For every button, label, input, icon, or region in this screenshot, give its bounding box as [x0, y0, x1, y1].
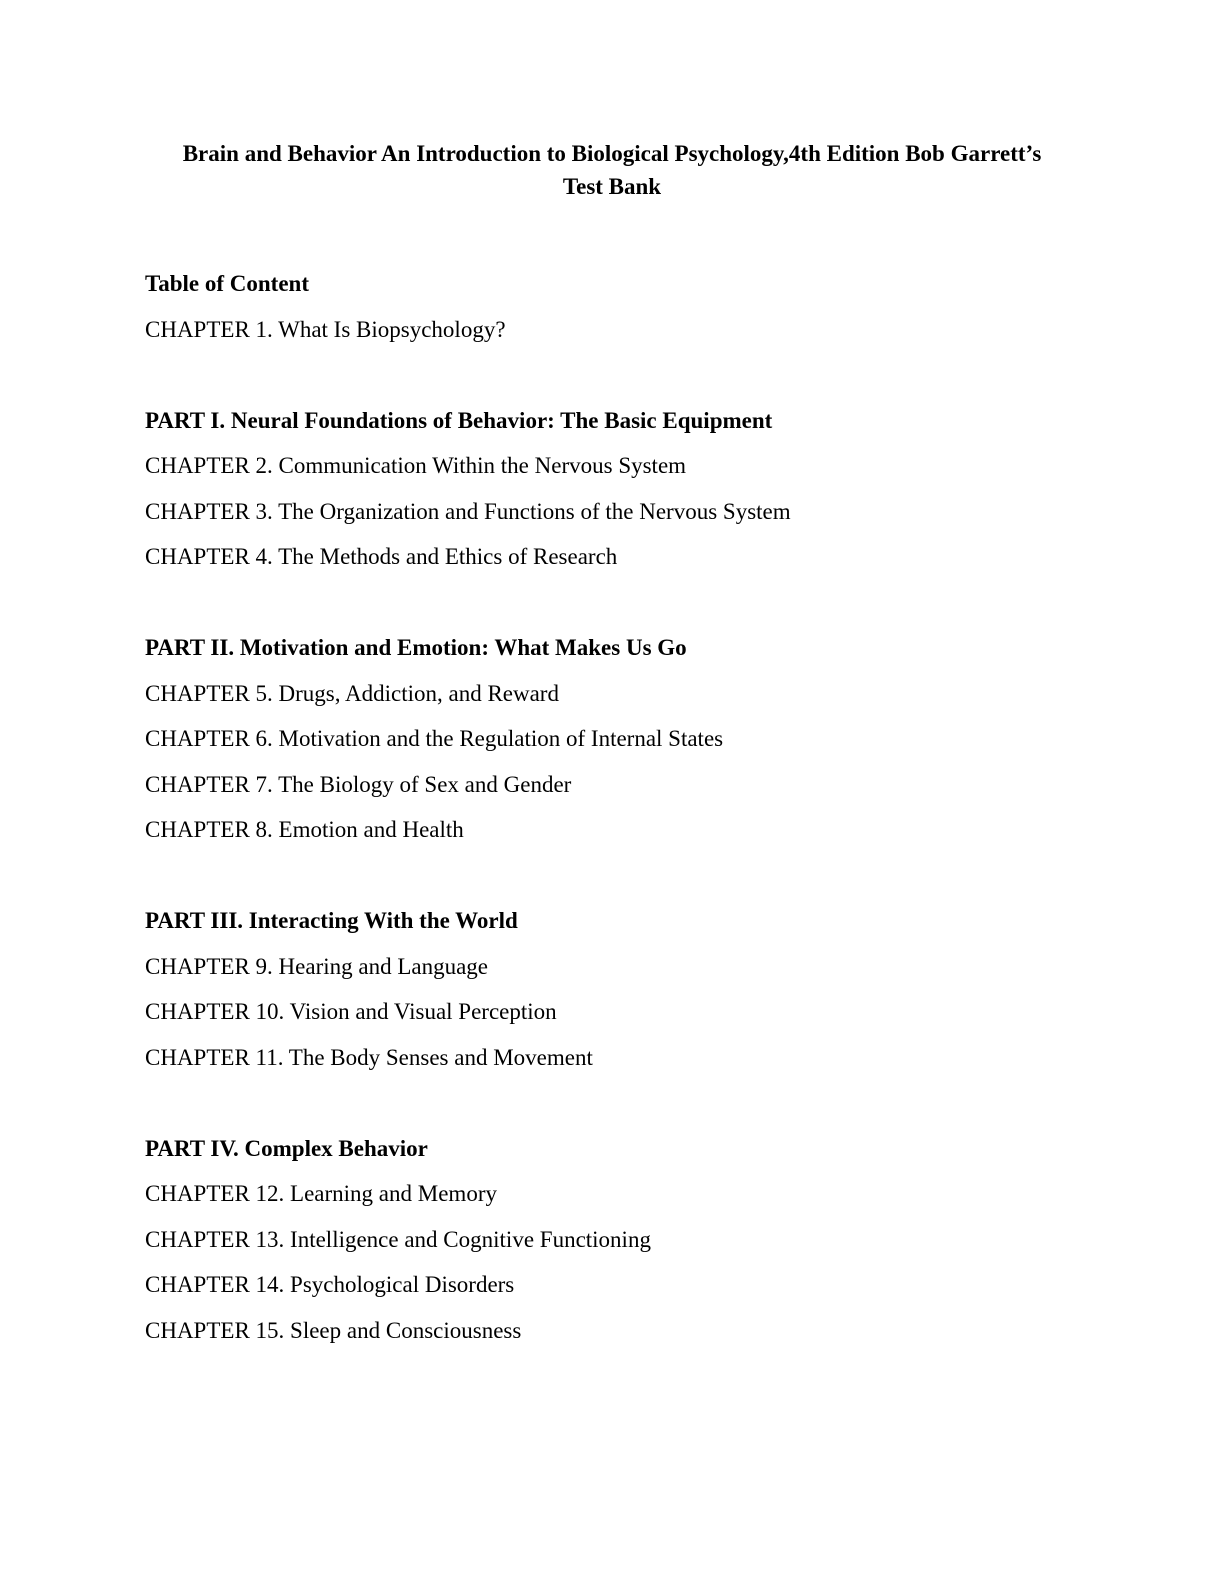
toc-entry-chapter-8: CHAPTER 8. Emotion and Health [145, 817, 464, 842]
toc-section-part-1 [145, 398, 1079, 580]
toc-entry-chapter-3: CHAPTER 3. The Organization and Functions of the Nervous System [145, 498, 791, 524]
toc-entry-chapter-1: CHAPTER 1. What Is Biopsychology? [145, 316, 506, 342]
toc-part-heading: PART II. Motivation and Emotion: What Makes Us Go [145, 635, 687, 660]
toc-heading: Table of Content [145, 271, 309, 296]
toc-entry-chapter-6: CHAPTER 6. Motivation and the Regulation of Internal States [145, 726, 724, 751]
toc-section-part-2 [145, 625, 1079, 853]
toc-entry-chapter-15: CHAPTER 15. Sleep and Consciousness [145, 1317, 522, 1343]
toc-entry-chapter-9: CHAPTER 9. Hearing and Language [145, 953, 489, 979]
document-title-line-1: Brain and Behavior An Introduction to Biological Psychology,4th Edition Bob Garrett’s [182, 141, 1042, 166]
toc-entry-chapter-7: CHAPTER 7. The Biology of Sex and Gender [145, 771, 572, 797]
toc-entry-chapter-10: CHAPTER 10. Vision and Visual Perception [145, 999, 557, 1024]
toc-part-heading: PART IV. Complex Behavior [145, 1135, 428, 1161]
toc-part-heading: PART I. Neural Foundations of Behavior: The Basic Equipment [145, 407, 773, 433]
toc-entry-chapter-2: CHAPTER 2. Communication Within the Nervous System [145, 453, 687, 478]
document-title [145, 0, 1079, 203]
toc-entry-chapter-14: CHAPTER 14. Psychological Disorders [145, 1272, 515, 1297]
toc-entry-chapter-12: CHAPTER 12. Learning and Memory [145, 1181, 497, 1206]
toc-section-part-3 [145, 898, 1079, 1080]
document-title-line-2: Test Bank [562, 174, 662, 199]
toc-entry-chapter-5: CHAPTER 5. Drugs, Addiction, and Reward [145, 680, 559, 706]
toc-entry-chapter-13: CHAPTER 13. Intelligence and Cognitive Functioning [145, 1226, 651, 1252]
toc-entry-chapter-4: CHAPTER 4. The Methods and Ethics of Research [145, 544, 618, 569]
toc-entry-chapter-11: CHAPTER 11. The Body Senses and Movement [145, 1044, 593, 1070]
toc-section-part-4 [145, 1126, 1079, 1354]
table-of-contents [145, 261, 1079, 1353]
toc-part-heading: PART III. Interacting With the World [145, 908, 518, 933]
